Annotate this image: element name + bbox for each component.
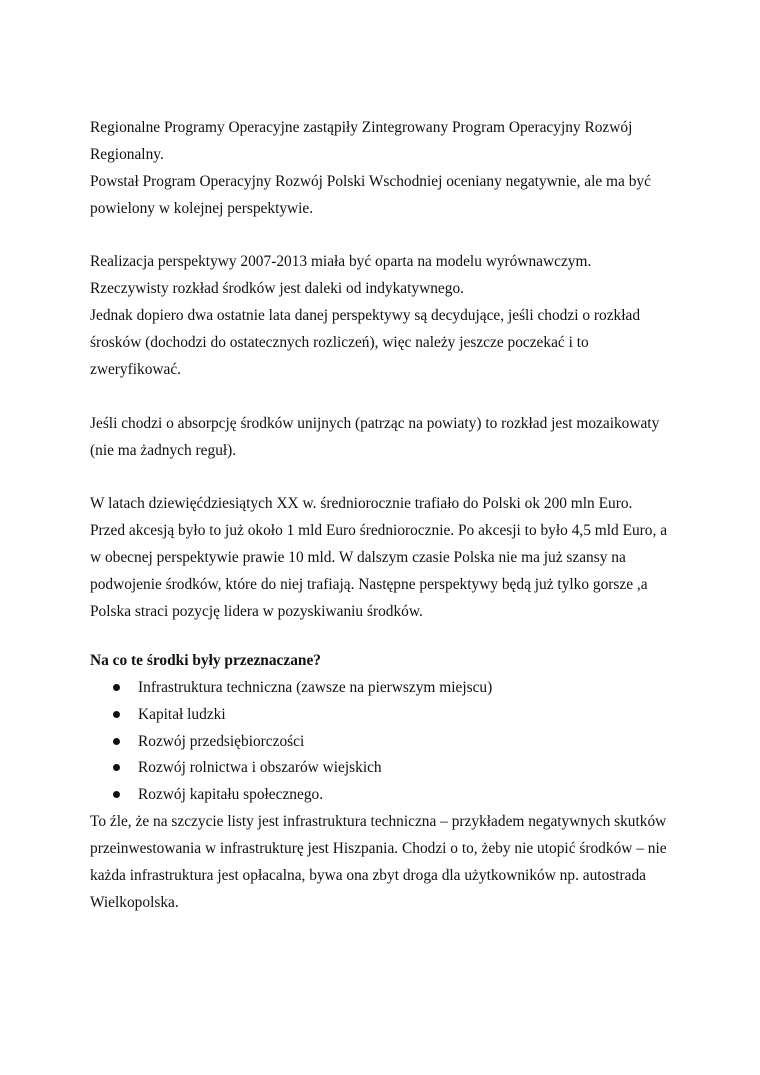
text-line: w obecnej perspektywie prawie 10 mld. W dalszym czasie Polska nie ma już szansy na <box>90 549 626 567</box>
text-line: Powstał Program Operacyjny Rozwój Polski Wschodniej oceniany negatywnie, ale ma być <box>90 172 651 190</box>
bullet-icon <box>113 684 120 691</box>
text-line: (nie ma żadnych reguł). <box>90 441 237 459</box>
paragraph-spacer <box>90 465 680 492</box>
allocation-list <box>90 675 680 809</box>
paragraph-funding-history <box>90 491 680 625</box>
paragraph-absorption <box>90 411 680 465</box>
paragraph-spacer <box>90 384 680 411</box>
paragraph-perspective-2007-2013 <box>90 249 680 383</box>
paragraph-regional-programs <box>90 115 680 223</box>
text-line: zweryfikować. <box>90 361 182 379</box>
bullet-icon <box>113 764 120 771</box>
text-line: Jednak dopiero dwa ostatnie lata danej perspektywy są decydujące, jeśli chodzi o rozkład <box>90 307 641 325</box>
list-item <box>90 702 680 729</box>
text-line: przeinwestowania w infrastrukturę jest Hiszpania. Chodzi o to, żeby nie utopić środków – nie <box>90 840 667 858</box>
text-line: Jeśli chodzi o absorpcję środków unijnych (patrząc na powiaty) to rozkład jest mozaikowaty <box>90 414 660 432</box>
list-item <box>90 782 680 809</box>
document-page <box>90 115 680 917</box>
list-item-text: Rozwój rolnictwa i obszarów wiejskich <box>138 759 382 777</box>
paragraph-infrastructure-critique <box>90 809 680 917</box>
bullet-icon <box>113 711 120 718</box>
text-line: Realizacja perspektywy 2007-2013 miała być oparta na modelu wyrównawczym. <box>90 253 592 271</box>
text-line: W latach dziewięćdziesiątych XX w. średniorocznie trafiało do Polski ok 200 mln Euro. <box>90 495 633 513</box>
text-line: Regionalny. <box>90 145 164 163</box>
list-item-text: Rozwój przedsiębiorczości <box>138 732 305 750</box>
bullet-icon <box>113 738 120 745</box>
bullet-icon <box>113 791 120 798</box>
list-item-text: Kapitał ludzki <box>138 705 226 723</box>
paragraph-spacer <box>90 223 680 250</box>
list-item <box>90 729 680 756</box>
text-line: śrosków (dochodzi do ostatecznych rozliczeń), więc należy jeszcze poczekać i to <box>90 334 589 352</box>
text-line: To źle, że na szczycie listy jest infrastruktura techniczna – przykładem negatywnych skutków <box>90 813 667 831</box>
paragraph-spacer <box>90 626 680 648</box>
text-line: każda infrastruktura jest opłacalna, bywa ona zbyt droga dla użytkowników np. autostrada <box>90 867 647 885</box>
text-line: Polska straci pozycję lidera w pozyskiwaniu środków. <box>90 603 423 621</box>
text-line: Przed akcesją było to już około 1 mld Euro średniorocznie. Po akcesji to było 4,5 mld Euro, a <box>90 522 668 540</box>
text-line: podwojenie środków, które do niej trafiają. Następne perspektywy będą już tylko gorsze ,a <box>90 576 648 594</box>
section-heading: Na co te środki były przeznaczane? <box>90 651 321 669</box>
text-line: powielony w kolejnej perspektywie. <box>90 199 314 217</box>
text-line: Regionalne Programy Operacyjne zastąpiły Zintegrowany Program Operacyjny Rozwój <box>90 119 633 136</box>
text-line: Wielkopolska. <box>90 893 179 911</box>
list-item-text: Rozwój kapitału społecznego. <box>138 786 324 804</box>
list-item-text: Infrastruktura techniczna (zawsze na pierwszym miejscu) <box>138 678 493 696</box>
list-item <box>90 755 680 782</box>
text-line: Rzeczywisty rozkład środków jest daleki od indykatywnego. <box>90 280 464 298</box>
list-item <box>90 675 680 702</box>
